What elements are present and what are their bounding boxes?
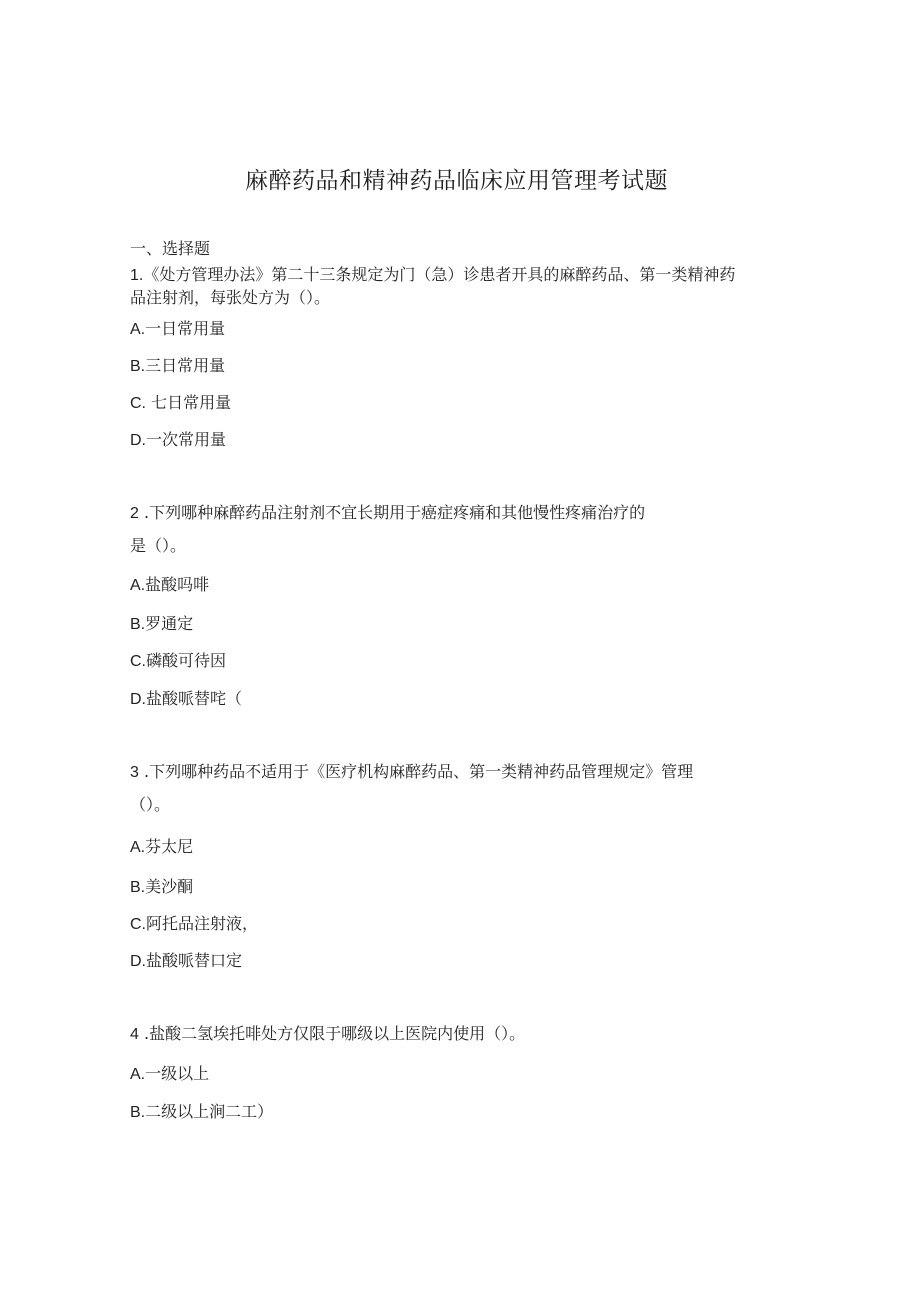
- option-letter: A.: [130, 321, 146, 338]
- option-letter: A.: [130, 1066, 146, 1083]
- option-text: 三日常用量: [145, 356, 226, 375]
- option-letter: D.: [130, 691, 146, 708]
- option-text: 磷酸可待因: [146, 651, 227, 670]
- option-letter: C.: [130, 395, 146, 412]
- question-2-option-a: [130, 572, 209, 595]
- option-text: 罗通定: [145, 614, 194, 633]
- option-letter: B.: [130, 1104, 146, 1121]
- question-2-line-2: 是（）。: [130, 536, 187, 555]
- question-4-option-b: [130, 1099, 273, 1122]
- option-letter: A.: [130, 577, 146, 594]
- option-text: 一次常用量: [146, 430, 227, 449]
- question-3-option-a: [130, 834, 193, 857]
- question-2-option-c: [130, 648, 226, 671]
- question-4-text-1: .盐酸二氢埃托啡处方仅限于哪级以上医院内使用（）。: [138, 1024, 526, 1043]
- question-4-number: 4: [130, 1026, 139, 1043]
- question-4-option-a: [130, 1061, 209, 1084]
- option-text: 阿托品注射液，: [146, 914, 259, 933]
- question-3-number: 3: [130, 764, 139, 781]
- option-text: 芬太尼: [145, 837, 194, 856]
- option-letter: C.: [130, 653, 146, 670]
- option-letter: C.: [130, 916, 146, 933]
- question-3-line-1: [130, 759, 693, 782]
- option-letter: A.: [130, 839, 146, 856]
- question-3-option-d: [130, 948, 242, 971]
- option-text: 盐酸哌替口定: [146, 951, 243, 970]
- option-text: 盐酸哌替咤（: [146, 689, 243, 708]
- question-4-line-1: [130, 1021, 525, 1044]
- question-1-text-1: 《处方管理办法》第二十三条规定为门（急）诊患者开具的麻醉药品、第一类精神药: [143, 265, 736, 284]
- question-1-option-c: [130, 390, 231, 413]
- section-heading: 一、选择题: [130, 239, 211, 258]
- option-text: 一级以上: [145, 1064, 210, 1083]
- question-2-option-b: [130, 611, 193, 634]
- question-1-option-b: [130, 353, 225, 376]
- question-1-number: 1.: [130, 267, 144, 284]
- option-letter: B.: [130, 616, 146, 633]
- option-letter: D.: [130, 953, 146, 970]
- question-3-option-c: [130, 911, 258, 934]
- question-3-option-b: [130, 874, 193, 897]
- question-2-text-1: .下列哪种麻醉药品注射剂不宜长期用于癌症疼痛和其他慢性疼痛治疗的: [138, 503, 646, 522]
- question-3-text-1: .下列哪种药品不适用于《医疗机构麻醉药品、第一类精神药品管理规定》管理: [138, 762, 694, 781]
- document-title: 麻醉药品和精神药品临床应用管理考试题: [245, 168, 668, 194]
- option-text: 二级以上涧二工）: [145, 1102, 274, 1121]
- option-text: 盐酸吗啡: [145, 575, 210, 594]
- option-text: 美沙酮: [145, 877, 194, 896]
- option-letter: D.: [130, 432, 146, 449]
- question-2-option-d: [130, 686, 242, 709]
- option-letter: B.: [130, 358, 146, 375]
- option-letter: B.: [130, 879, 146, 896]
- option-text: 一日常用量: [145, 319, 226, 338]
- option-text: 七日常用量: [146, 393, 232, 412]
- question-3-line-2: （）。: [130, 795, 171, 814]
- question-2-line-1: [130, 500, 645, 523]
- question-2-number: 2: [130, 505, 139, 522]
- question-1-option-d: [130, 427, 226, 450]
- question-1-line-2: 品注射剂，每张处方为（）。: [130, 288, 331, 307]
- question-1-line-1: [130, 262, 735, 285]
- question-1-option-a: [130, 316, 225, 339]
